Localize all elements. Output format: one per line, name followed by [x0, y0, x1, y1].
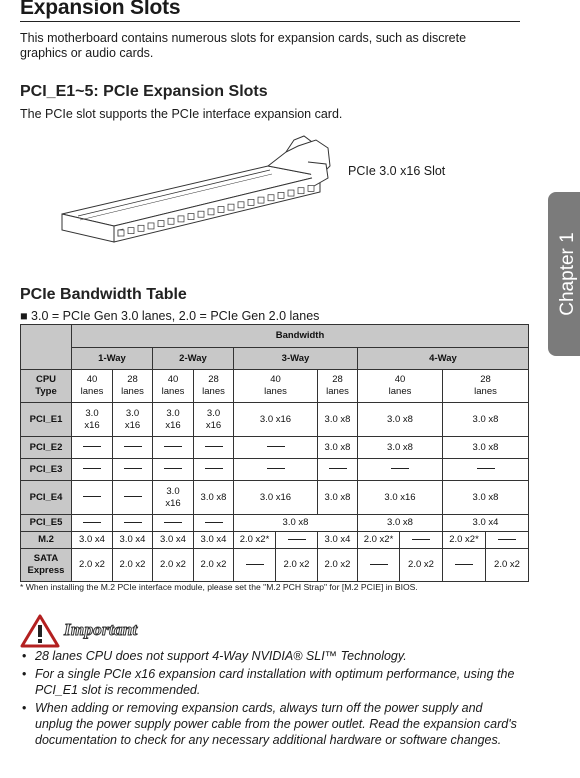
table-cell: 3.0 x16 — [153, 481, 194, 515]
slot-label: PCIe 3.0 x16 Slot — [348, 164, 446, 178]
dash-cell — [153, 437, 194, 459]
slot-pin — [288, 190, 294, 196]
pcie-slots-desc: The PCIe slot supports the PCIe interface expansion card. — [20, 107, 343, 121]
dash-cell — [358, 459, 443, 481]
table-cell: 2.0 x2 — [72, 549, 113, 582]
table-cell: 2.0 x2 — [194, 549, 234, 582]
slot-pin — [308, 185, 314, 191]
table-cell: 2.0 x2 — [318, 549, 358, 582]
table-cell: 3.0 x8 — [318, 481, 358, 515]
table-cell: 3.0 x4 — [194, 532, 234, 549]
slot-pin — [238, 202, 244, 208]
table-cell: 3.0 x16 — [153, 403, 194, 437]
row-label-pci-e5: PCI_E5 — [21, 515, 72, 532]
row-label-sata-express: SATA Express — [21, 549, 72, 582]
dash-cell — [234, 437, 318, 459]
slot-pin — [208, 209, 214, 215]
row-label-pci-e2: PCI_E2 — [21, 437, 72, 459]
section-intro: This motherboard contains numerous slots for expansion cards, such as discrete graphics or audio cards. — [20, 31, 467, 60]
slot-pin — [218, 207, 224, 213]
table-cell: 3.0 x8 — [318, 437, 358, 459]
row-label-pci-e4: PCI_E4 — [21, 481, 72, 515]
slot-pin — [198, 211, 204, 217]
table-cell: 3.0 x8 — [194, 481, 234, 515]
dash-cell — [113, 459, 153, 481]
cpu-cell: 40 lanes — [72, 370, 113, 403]
warning-icon — [20, 614, 60, 648]
dash-cell — [234, 459, 318, 481]
dash-cell — [194, 515, 234, 532]
bandwidth-header: Bandwidth — [72, 325, 529, 348]
table-cell: 3.0 x8 — [358, 403, 443, 437]
table-cell: 3.0 x8 — [318, 403, 358, 437]
table-footnote: * When installing the M.2 PCIe interface module, please set the "M.2 PCH Strap" for [M.2 PCIE] in BIOS. — [20, 582, 418, 592]
dash-cell — [234, 549, 276, 582]
table-cell: 3.0 x8 — [443, 403, 529, 437]
cpu-cell: 28 lanes — [443, 370, 529, 403]
bandwidth-table — [20, 324, 529, 582]
dash-cell — [358, 549, 400, 582]
table-cell: 3.0 x16 — [194, 403, 234, 437]
dash-cell — [443, 459, 529, 481]
table-cell: 3.0 x4 — [443, 515, 529, 532]
pcie-slot-illustration — [58, 134, 338, 244]
slot-pin — [248, 199, 254, 205]
cpu-cell: 28 lanes — [194, 370, 234, 403]
pcie-slots-heading: PCI_E1~5: PCIe Expansion Slots — [20, 83, 268, 100]
way-3-header: 3-Way — [234, 348, 358, 370]
dash-cell — [318, 459, 358, 481]
section-title: Expansion Slots — [20, 0, 181, 19]
dash-cell — [72, 459, 113, 481]
slot-pin — [278, 192, 284, 198]
dash-cell — [72, 481, 113, 515]
dash-cell — [113, 481, 153, 515]
dash-cell — [400, 532, 443, 549]
slot-pin — [298, 188, 304, 194]
way-4-header: 4-Way — [358, 348, 529, 370]
slot-pin — [188, 214, 194, 220]
dash-cell — [72, 515, 113, 532]
table-cell: 2.0 x2* — [358, 532, 400, 549]
bandwidth-heading: PCIe Bandwidth Table — [20, 286, 187, 303]
title-rule — [20, 21, 520, 22]
table-cell: 2.0 x2 — [153, 549, 194, 582]
table-cell: 3.0 x8 — [443, 437, 529, 459]
table-cell: 2.0 x2 — [486, 549, 529, 582]
dash-cell — [194, 437, 234, 459]
list-item: • 28 lanes CPU does not support 4-Way NVIDIA® SLI™ Technology. — [22, 649, 407, 663]
table-cell: 2.0 x2 — [113, 549, 153, 582]
dash-cell — [443, 549, 486, 582]
cpu-cell: 40 lanes — [234, 370, 318, 403]
cpu-cell: 40 lanes — [358, 370, 443, 403]
cpu-cell: 28 lanes — [318, 370, 358, 403]
table-cell: 3.0 x4 — [113, 532, 153, 549]
table-cell: 3.0 x16 — [234, 403, 318, 437]
table-cell: 2.0 x2* — [234, 532, 276, 549]
bandwidth-note-text: 3.0 = PCIe Gen 3.0 lanes, 2.0 = PCIe Gen 2.0 lanes — [31, 309, 320, 323]
list-item: • When adding or removing expansion cards, always turn off the power supply and unplug the power supply power cable from the power outlet. Read the expansion card's documentation to check for any necessary additional hardware or software changes. — [22, 701, 517, 747]
list-item: • For a single PCIe x16 expansion card installation with optimum performance, using the PCI_E1 slot is recommended. — [22, 667, 515, 697]
slot-pin — [148, 223, 154, 229]
table-cell: 3.0 x4 — [318, 532, 358, 549]
important-title: Important — [64, 620, 138, 639]
slot-pin — [138, 225, 144, 231]
way-2-header: 2-Way — [153, 348, 234, 370]
slot-pin — [178, 216, 184, 222]
table-cell: 3.0 x8 — [358, 515, 443, 532]
table-cell: 3.0 x8 — [234, 515, 358, 532]
dash-cell — [194, 459, 234, 481]
table-cell: 3.0 x16 — [113, 403, 153, 437]
dash-cell — [113, 515, 153, 532]
slot-pin — [128, 228, 134, 234]
dash-cell — [72, 437, 113, 459]
slot-pin — [168, 218, 174, 224]
cpu-cell: 28 lanes — [113, 370, 153, 403]
table-cell: 3.0 x16 — [358, 481, 443, 515]
row-label-pci-e1: PCI_E1 — [21, 403, 72, 437]
row-label-m2: M.2 — [21, 532, 72, 549]
cpu-type-label: CPU Type — [21, 370, 72, 403]
chapter-tab — [548, 192, 580, 356]
dash-cell — [113, 437, 153, 459]
dash-cell — [153, 459, 194, 481]
slot-pin — [118, 230, 124, 236]
dash-cell — [486, 532, 529, 549]
dash-cell — [276, 532, 318, 549]
table-cell: 3.0 x4 — [153, 532, 194, 549]
table-cell: 3.0 x8 — [443, 481, 529, 515]
table-cell: 3.0 x8 — [358, 437, 443, 459]
table-cell: 2.0 x2 — [400, 549, 443, 582]
cpu-cell: 40 lanes — [153, 370, 194, 403]
slot-pin — [258, 197, 264, 203]
table-cell: 2.0 x2* — [443, 532, 486, 549]
chapter-tab-label: Chapter 1 — [557, 232, 578, 316]
slot-pin — [228, 204, 234, 210]
table-cell: 2.0 x2 — [276, 549, 318, 582]
dash-cell — [153, 515, 194, 532]
corner-cell — [21, 325, 72, 370]
table-cell: 3.0 x16 — [234, 481, 318, 515]
slot-pin — [158, 221, 164, 227]
table-cell: 3.0 x16 — [72, 403, 113, 437]
important-list — [20, 648, 520, 750]
row-label-pci-e3: PCI_E3 — [21, 459, 72, 481]
table-cell: 3.0 x4 — [72, 532, 113, 549]
bandwidth-note: ■ 3.0 = PCIe Gen 3.0 lanes, 2.0 = PCIe Gen 2.0 lanes — [20, 309, 320, 323]
slot-pin — [268, 195, 274, 201]
way-1-header: 1-Way — [72, 348, 153, 370]
